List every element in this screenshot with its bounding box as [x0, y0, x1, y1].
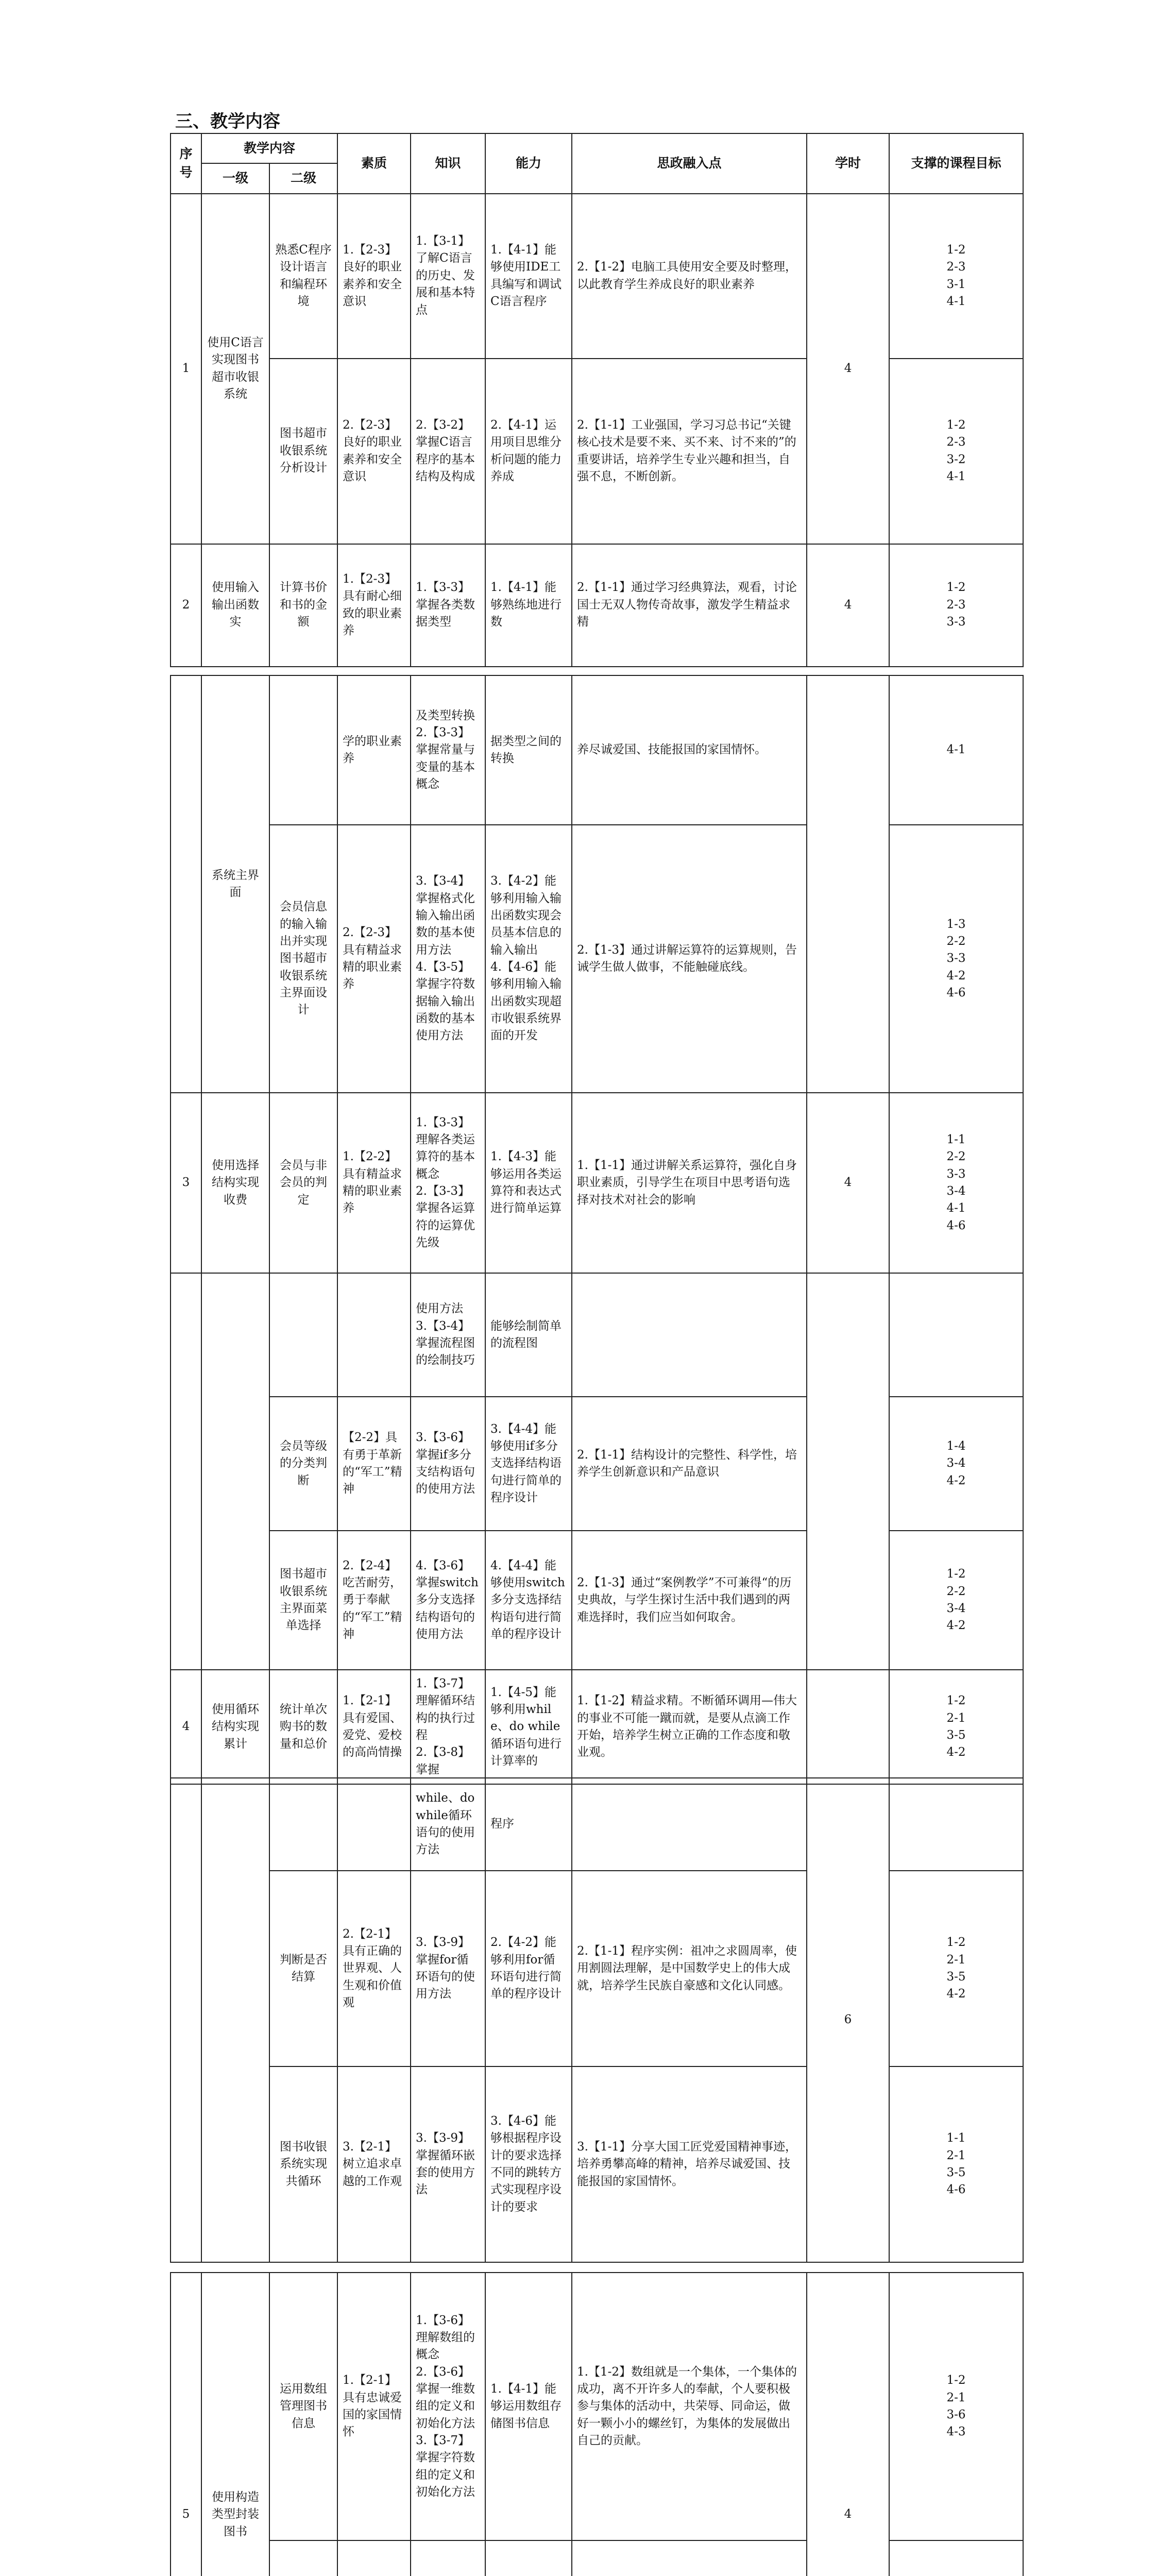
unit-number — [171, 1273, 201, 1670]
cell-sizheng: 养尽诚爱国、技能报国的家国情怀。 — [572, 675, 807, 825]
cell-objectives: 4-1 — [889, 675, 1023, 825]
cell-zhishi: 使用方法 3.【3-4】掌握流程图的绘制技巧 — [411, 1273, 485, 1397]
table-row — [171, 1093, 1023, 1273]
table-row — [171, 675, 1023, 825]
header-level1: 一级 — [201, 163, 269, 193]
header-content: 教学内容 — [201, 133, 337, 163]
header-mubiao: 支撑的课程目标 — [889, 133, 1023, 194]
cell-nengli: 1.【4-3】能够运用各类运算符和表达式进行简单运算 — [485, 1093, 572, 1273]
unit-number: 3 — [171, 1093, 201, 1273]
cell-nengli: 能够绘制简单的流程图 — [485, 1273, 572, 1397]
table-row — [171, 194, 1023, 359]
table-row — [171, 359, 1023, 544]
cell-suyang: 2.【2-3】具有精益求精的职业素养 — [337, 825, 411, 1093]
cell-nengli: 3.【4-2】能够利用输入输出函数实现会员基本信息的输入输出 4.【4-6】能够利用输入输出函数实现超市收银系统界面的开发 — [485, 825, 572, 1093]
cell-nengli: 据类型之间的转换 — [485, 675, 572, 825]
cell-objectives — [889, 2540, 1023, 2576]
cell-zhishi: while、do while循环语句的使用方法 — [411, 1778, 485, 1871]
unit-number: 2 — [171, 544, 201, 667]
cell-sizheng — [572, 1273, 807, 1397]
cell-sizheng: 3.【1-1】分享大国工匠党爱国精神事迹，培养勇攀高峰的精神，培养尽诚爱国、技能报国的家国情怀。 — [572, 2066, 807, 2262]
cell-suyang: 1.【2-2】具有精益求精的职业素养 — [337, 1093, 411, 1273]
table-row — [171, 1871, 1023, 2066]
cell-sizheng: 1.【1-2】数组就是一个集体，一个集体的成功，离不开许多人的奉献，个人要积极参与集体的活动中，共荣辱、同命运，做好一颗小小的螺丝钉，为集体的发展做出自己的贡献。 — [572, 2273, 807, 2540]
cell-zhishi: 2.【3-2】掌握C语言程序的基本结构及构成 — [411, 359, 485, 544]
table-row — [171, 2066, 1023, 2262]
cell-sizheng: 2.【1-3】通过讲解运算符的运算规则，告诫学生做人做事，不能触碰底线。 — [572, 825, 807, 1093]
unit-level2: 熟悉C程序设计语言和编程环境 — [269, 194, 337, 359]
table-row — [171, 1670, 1023, 1784]
cell-zhishi: 3.【3-9】掌握循环嵌套的使用方法 — [411, 2066, 485, 2262]
cell-suyang: 1.【2-3】良好的职业素养和安全意识 — [337, 194, 411, 359]
header-seq: 序号 — [171, 133, 201, 194]
cell-zhishi: 1.【3-7】理解循环结构的执行过程 2.【3-8】掌握 — [411, 1670, 485, 1784]
cell-suyang: 学的职业素养 — [337, 675, 411, 825]
unit-level2: 运用数组管理图书信息 — [269, 2273, 337, 2540]
unit-level1: 使用C语言实现图书超市收银系统 — [201, 194, 269, 544]
cell-suyang — [337, 1273, 411, 1397]
unit-level1 — [201, 1273, 269, 1670]
table-row — [171, 2540, 1023, 2576]
cell-nengli: 3.【4-4】能够使用if多分支选择结构语句进行简单的程序设计 — [485, 1397, 572, 1531]
cell-hours — [807, 1273, 889, 1670]
cell-zhishi: 1.【3-1】了解C语言的历史、发展和基本特点 — [411, 194, 485, 359]
section-3-heading: 三、教学内容 — [175, 111, 280, 132]
unit-level2: 会员信息的输入输出并实现图书超市收银系统主界面设计 — [269, 825, 337, 1093]
cell-nengli: 1.【4-1】能够熟练地进行数 — [485, 544, 572, 667]
unit-level1: 系统主界面 — [201, 675, 269, 1093]
unit-number: 1 — [171, 194, 201, 544]
cell-suyang: 2.【2-3】良好的职业素养和安全意识 — [337, 359, 411, 544]
cell-sizheng: 2.【1-1】程序实例：祖冲之求圆周率，使用割圆法理解，是中国数学史上的伟大成就，培养学生民族自豪感和文化认同感。 — [572, 1871, 807, 2066]
cell-nengli: 程序 — [485, 1778, 572, 1871]
unit-level2 — [269, 675, 337, 825]
cell-suyang: 1.【2-3】具有耐心细致的职业素养 — [337, 544, 411, 667]
cell-suyang: 2.【2-1】具有正确的世界观、人生观和价值观 — [337, 1871, 411, 2066]
table-row — [171, 2273, 1023, 2540]
cell-objectives: 1-2 2-2 3-4 4-2 — [889, 1531, 1023, 1670]
table-row — [171, 1273, 1023, 1397]
cell-suyang: 1.【2-1】具有爱国、爱党、爱校的高尚情操 — [337, 1670, 411, 1784]
cell-sizheng: 2.【1-2】电脑工具使用安全要及时整理，以此教育学生养成良好的职业素养 — [572, 194, 807, 359]
unit-level2: 图书超市收银系统主界面菜单选择 — [269, 1531, 337, 1670]
unit-level2: 会员等级的分类判断 — [269, 1397, 337, 1531]
header-zhishi: 知识 — [411, 133, 485, 194]
unit-level2: 判断是否结算 — [269, 1871, 337, 2066]
unit-level2: 会员与非会员的判定 — [269, 1093, 337, 1273]
unit-level2: 图书收银系统实现共循环 — [269, 2066, 337, 2262]
unit-level1: 使用构造类型封装图书 — [201, 2273, 269, 2576]
unit-level2 — [269, 1273, 337, 1397]
cell-sizheng: 2.【1-1】结构设计的完整性、科学性，培养学生创新意识和产品意识 — [572, 1397, 807, 1531]
unit-level2 — [269, 1778, 337, 1871]
cell-zhishi: 及类型转换 2.【3-3】掌握常量与变量的基本概念 — [411, 675, 485, 825]
unit-number — [171, 1778, 201, 2262]
cell-objectives: 1-2 2-1 3-6 4-3 — [889, 2273, 1023, 2540]
cell-objectives: 1-1 2-2 3-3 3-4 4-1 4-6 — [889, 1093, 1023, 1273]
cell-objectives — [889, 1778, 1023, 1871]
cell-suyang: 2.【2-4】吃苦耐劳，勇于奉献的“军工”精神 — [337, 1531, 411, 1670]
unit-level2 — [269, 2540, 337, 2576]
cell-zhishi: 1.【3-3】掌握各类数据类型 — [411, 544, 485, 667]
cell-sizheng: 2.【1-1】通过学习经典算法，观看，讨论国士无双人物传奇故事，激发学生精益求精 — [572, 544, 807, 667]
cell-hours: 4 — [807, 1093, 889, 1273]
cell-zhishi: 4.【3-6】掌握switch多分支选择结构语句的使用方法 — [411, 1531, 485, 1670]
cell-sizheng: 1.【1-1】通过讲解关系运算符，强化自身职业素质，引导学生在项目中思考语句选择对技术对社会的影响 — [572, 1093, 807, 1273]
table-row — [171, 1778, 1023, 1871]
cell-suyang — [337, 2540, 411, 2576]
cell-objectives: 1-2 2-1 3-5 4-2 — [889, 1871, 1023, 2066]
header-suyang: 素质 — [337, 133, 411, 194]
cell-suyang: 【2-2】具有勇于革新的“军工”精神 — [337, 1397, 411, 1531]
unit-level1 — [201, 1778, 269, 2262]
unit-level1: 使用循环结构实现累计 — [201, 1670, 269, 1784]
teaching-content-table-part2 — [170, 675, 1024, 1785]
cell-nengli: 2.【4-2】能够利用for循环语句进行简单的程序设计 — [485, 1871, 572, 2066]
cell-objectives: 1-3 2-2 3-3 4-2 4-6 — [889, 825, 1023, 1093]
cell-nengli: 4.【4-4】能够使用switch多分支选择结构语句进行简单的程序设计 — [485, 1531, 572, 1670]
table-row — [171, 544, 1023, 667]
cell-nengli: 3.【4-6】能够根据程序设计的要求选择不同的跳转方式实现程序设计的要求 — [485, 2066, 572, 2262]
cell-zhishi: 3.【3-4】掌握格式化输入输出函数的基本使用方法 4.【3-5】掌握字符数据输入输出函数的基本使用方法 — [411, 825, 485, 1093]
cell-hours: 4 — [807, 2273, 889, 2576]
cell-nengli: 1.【4-1】能够运用数组存储图书信息 — [485, 2273, 572, 2540]
cell-nengli: 1.【4-5】能够利用while、do while循环语句进行计算率的 — [485, 1670, 572, 1784]
cell-hours: 4 — [807, 194, 889, 544]
cell-objectives: 1-2 2-1 3-5 4-2 — [889, 1670, 1023, 1784]
cell-objectives: 1-1 2-1 3-5 4-6 — [889, 2066, 1023, 2262]
cell-zhishi: 1.【3-6】理解数组的概念 2.【3-6】掌握一维数组的定义和初始化方法 3.【3-7】掌握字符数组的定义和初始化方法 — [411, 2273, 485, 2540]
header-level2: 二级 — [269, 163, 337, 193]
table-row — [171, 825, 1023, 1093]
cell-nengli: 2.【4-1】运用项目思维分析问题的能力养成 — [485, 359, 572, 544]
header-nengli: 能力 — [485, 133, 572, 194]
table-row — [171, 1397, 1023, 1531]
cell-objectives: 1-4 3-4 4-2 — [889, 1397, 1023, 1531]
unit-number — [171, 675, 201, 1093]
cell-sizheng — [572, 2540, 807, 2576]
unit-level1: 使用选择结构实现收费 — [201, 1093, 269, 1273]
teaching-content-table-part4 — [170, 2272, 1024, 2576]
cell-zhishi: 1.【3-3】理解各类运算符的基本概念 2.【3-3】掌握各运算符的运算优先级 — [411, 1093, 485, 1273]
unit-number: 5 — [171, 2273, 201, 2576]
cell-hours — [807, 1670, 889, 1784]
unit-number: 4 — [171, 1670, 201, 1784]
cell-objectives — [889, 1273, 1023, 1397]
cell-hours: 6 — [807, 1778, 889, 2262]
teaching-content-table-part3 — [170, 1777, 1024, 2263]
cell-hours — [807, 675, 889, 1093]
unit-level2: 计算书价和书的金额 — [269, 544, 337, 667]
unit-level1: 使用输入输出函数实 — [201, 544, 269, 667]
cell-objectives: 1-2 2-3 3-2 4-1 — [889, 359, 1023, 544]
cell-zhishi: 3.【3-9】掌握for循环语句的使用方法 — [411, 1871, 485, 2066]
cell-sizheng: 2.【1-3】通过“案例教学”不可兼得“的历史典故，与学生探讨生活中我们遇到的两难选择时，我们应当如何取舍。 — [572, 1531, 807, 1670]
cell-suyang: 3.【2-1】树立追求卓越的工作观 — [337, 2066, 411, 2262]
cell-hours: 4 — [807, 544, 889, 667]
cell-sizheng — [572, 1778, 807, 1871]
header-sizheng: 思政融入点 — [572, 133, 807, 194]
unit-level2: 统计单次购书的数量和总价 — [269, 1670, 337, 1784]
cell-suyang: 1.【2-1】具有忠诚爱国的家国情怀 — [337, 2273, 411, 2540]
cell-sizheng: 2.【1-1】工业强国，学习习总书记“关键核心技术是要不来、买不来、讨不来的”的重要讲话，培养学生专业兴趣和担当，自强不息，不断创新。 — [572, 359, 807, 544]
cell-sizheng: 1.【1-2】精益求精。不断循环调用—伟大的事业不可能一蹴而就，是要从点滴工作开始，培养学生树立正确的工作态度和敬业观。 — [572, 1670, 807, 1784]
cell-objectives: 1-2 2-3 3-1 4-1 — [889, 194, 1023, 359]
cell-nengli: 1.【4-1】能够使用IDE工具编写和调试C语言程序 — [485, 194, 572, 359]
cell-zhishi — [411, 2540, 485, 2576]
cell-zhishi: 3.【3-6】掌握if多分支结构语句的使用方法 — [411, 1397, 485, 1531]
cell-objectives: 1-2 2-3 3-3 — [889, 544, 1023, 667]
cell-nengli — [485, 2540, 572, 2576]
unit-level2: 图书超市收银系统分析设计 — [269, 359, 337, 544]
cell-suyang — [337, 1778, 411, 1871]
table-row — [171, 1531, 1023, 1670]
teaching-content-table-part1 — [170, 133, 1024, 667]
header-xueshi: 学时 — [807, 133, 889, 194]
